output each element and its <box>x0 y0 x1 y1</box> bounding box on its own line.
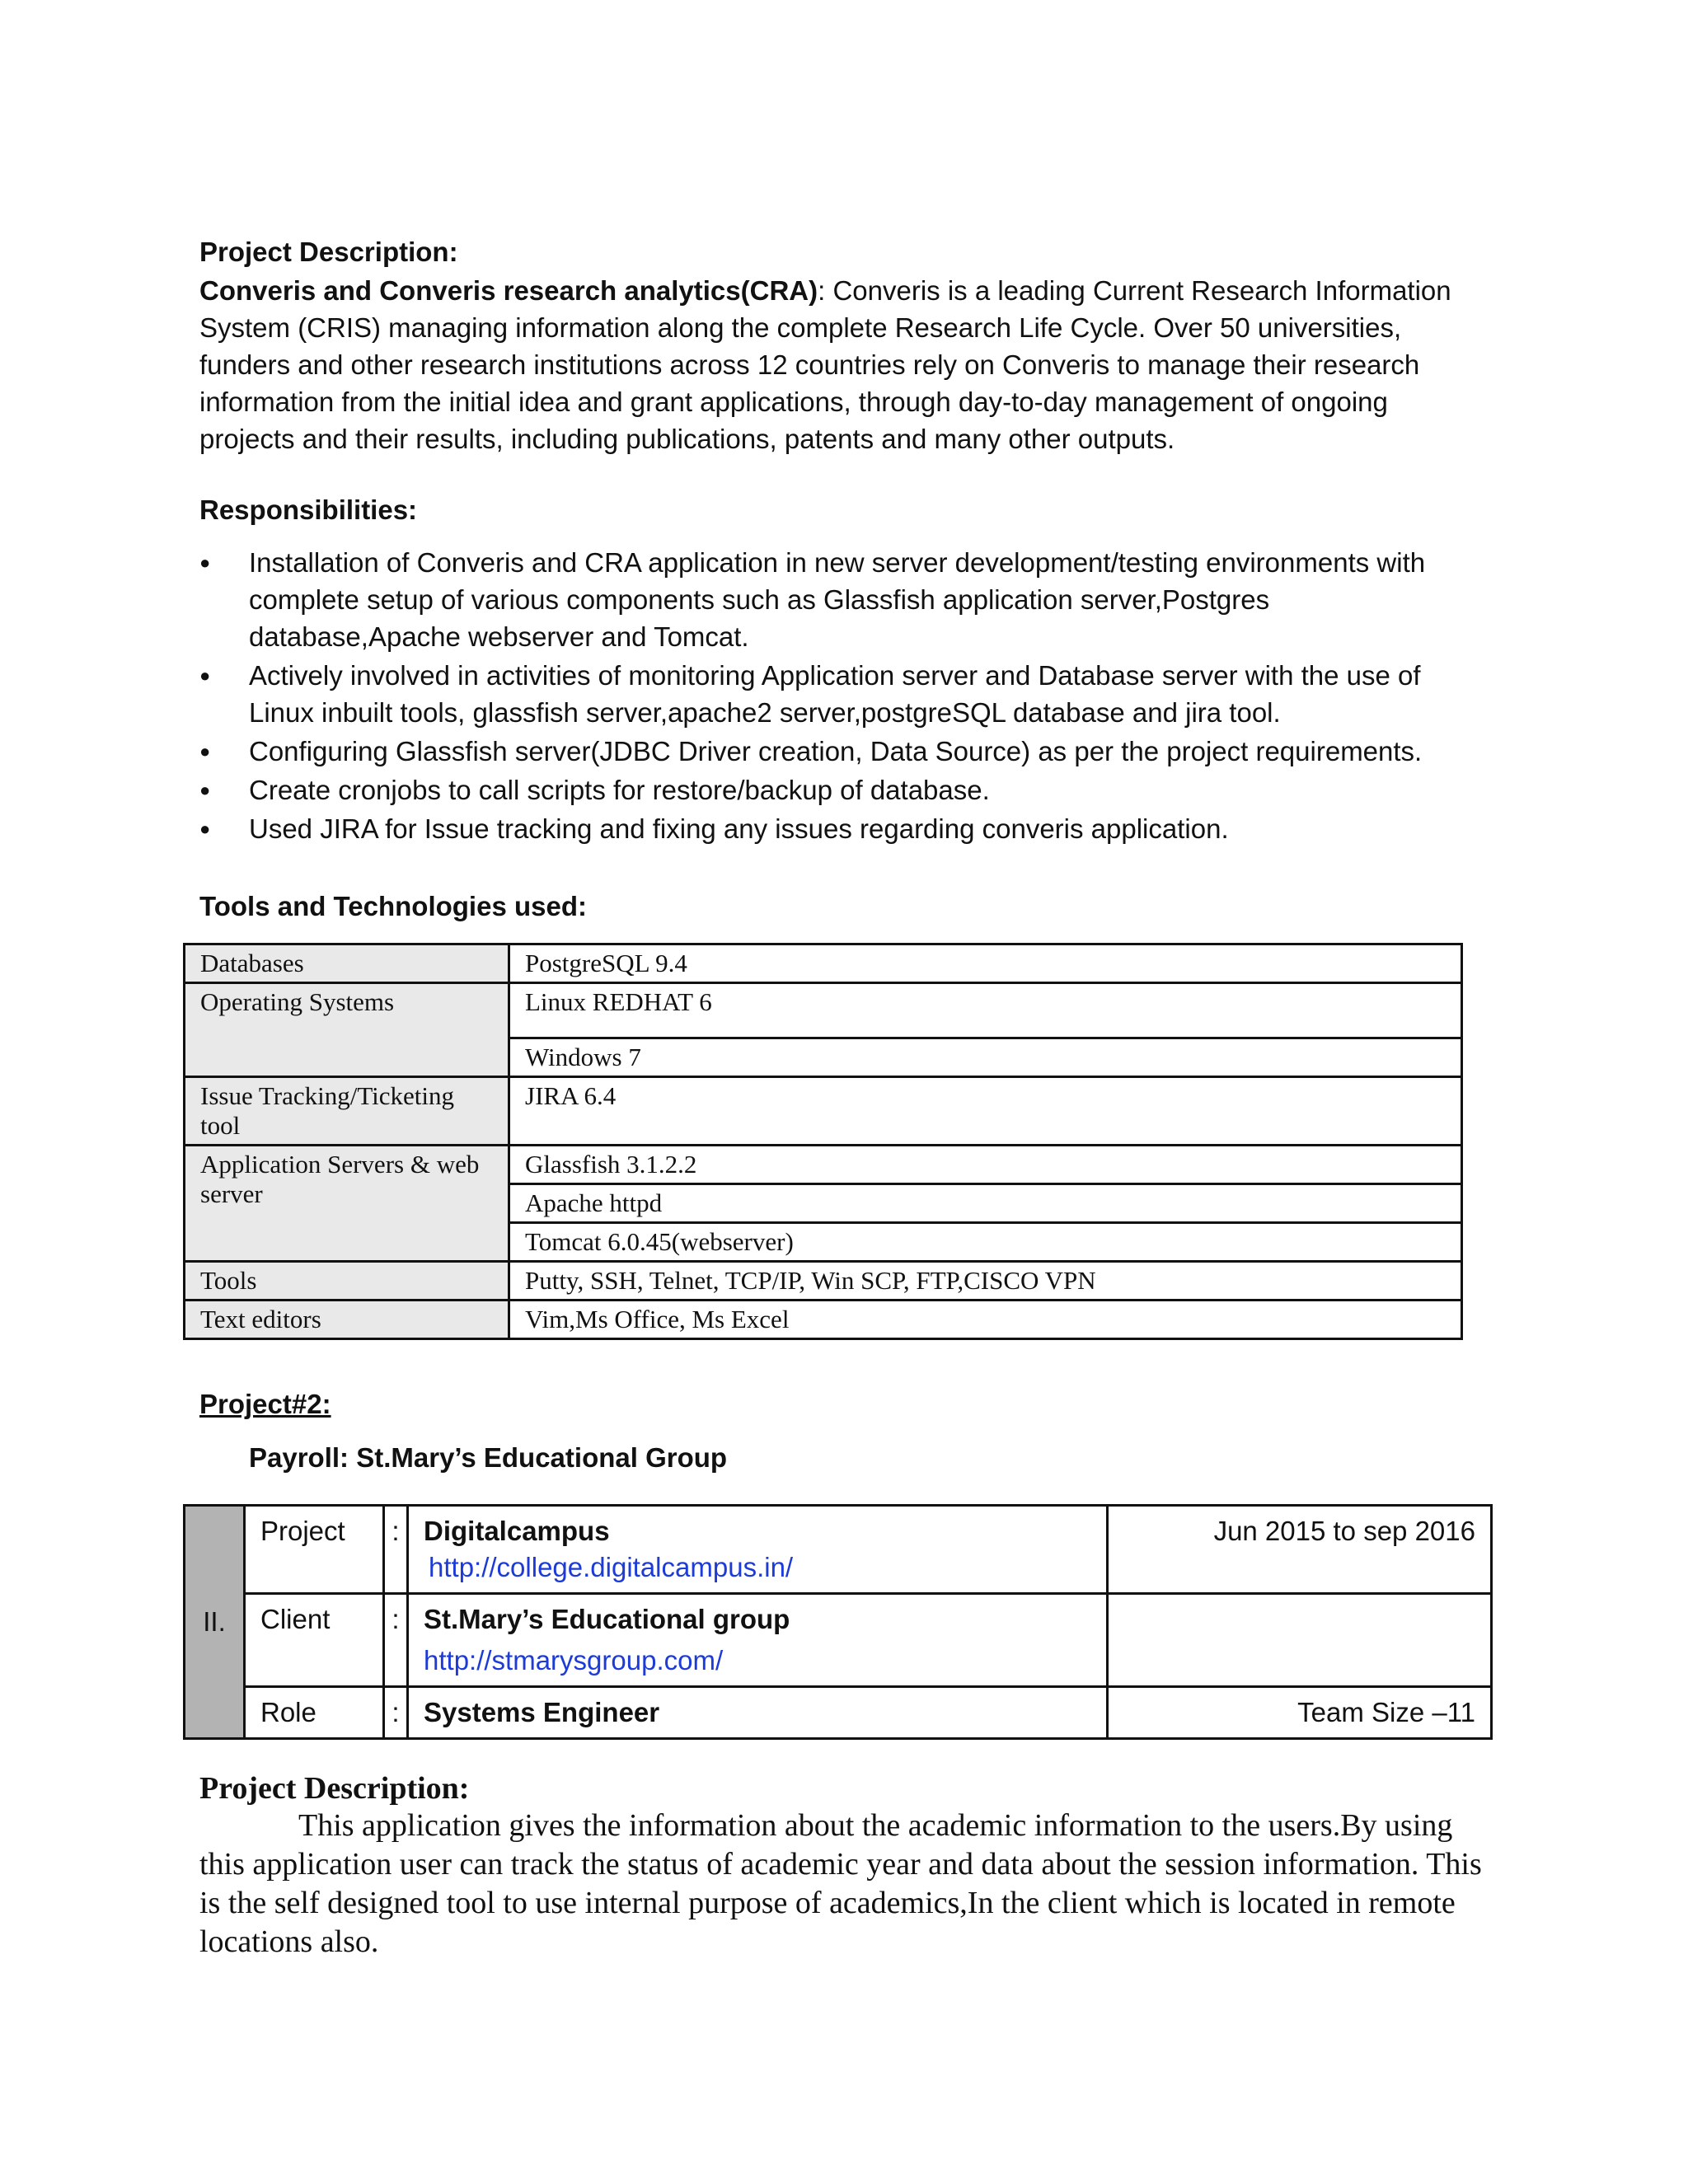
category-cell: Databases <box>185 944 509 983</box>
project-description-heading: Project Description: <box>199 237 458 267</box>
empty-cell <box>1108 1594 1492 1687</box>
colon: : <box>384 1506 408 1594</box>
value-cell: Apache httpd <box>509 1184 1462 1223</box>
value-cell: Tomcat 6.0.45(webserver) <box>509 1223 1462 1262</box>
list-item: ● Configuring Glassfish server(JDBC Driver creation, Data Source) as per the project requirements. <box>199 733 1485 770</box>
value-cell: Linux REDHAT 6 <box>509 983 1462 1038</box>
table-row <box>185 1262 1462 1301</box>
list-item: ● Used JIRA for Issue tracking and fixing any issues regarding converis application. <box>199 810 1485 847</box>
table-row <box>185 944 1462 983</box>
table-row <box>185 983 1462 1038</box>
table-row <box>185 1506 1492 1594</box>
team-size: Team Size –11 <box>1108 1687 1492 1739</box>
client-value-cell <box>408 1594 1108 1687</box>
table-row <box>185 1301 1462 1339</box>
category-cell: Tools <box>185 1262 509 1301</box>
table-row <box>185 1146 1462 1184</box>
list-item: ● Actively involved in activities of monitoring Application server and Database server with the use of Linux inbuilt tools, glassfish server,apache2 server,postgreSQL database and jira tool. <box>199 657 1485 731</box>
project-description-paragraph <box>199 272 1485 457</box>
table-row <box>185 1687 1492 1739</box>
category-cell: Operating Systems <box>185 983 509 1077</box>
value-cell: JIRA 6.4 <box>509 1077 1462 1146</box>
value-cell: PostgreSQL 9.4 <box>509 944 1462 983</box>
product-description: : Converis is a leading Current Research Information System (CRIS) managing information along the complete Research Life Cycle. Over 50 universities, funders and other research institutions across 12 countries rely on Converis to manage their research information from the initial idea and grant applications, through day-to-day management of ongoing projects and their results, including publications, patents and many other outputs. <box>199 275 1451 454</box>
project2-description-heading: Project Description: <box>199 1771 470 1806</box>
role-label: Role <box>245 1687 384 1739</box>
value-cell: Vim,Ms Office, Ms Excel <box>509 1301 1462 1339</box>
project-url-link[interactable]: http://college.digitalcampus.in/ <box>429 1552 794 1582</box>
roman-numeral-cell: II. <box>185 1506 245 1739</box>
product-name: Converis and Converis research analytics(CRA) <box>199 275 818 306</box>
list-item: ● Installation of Converis and CRA application in new server development/testing environments with complete setup of various components such as Glassfish application server,Postgres database,Apache webserver and Tomcat. <box>199 544 1485 655</box>
colon: : <box>384 1594 408 1687</box>
table-row <box>185 1077 1462 1146</box>
project-value-cell <box>408 1506 1108 1594</box>
category-cell: Text editors <box>185 1301 509 1339</box>
responsibilities-list <box>199 544 1485 849</box>
project2-heading: Project#2: <box>199 1389 331 1419</box>
value-cell: Glassfish 3.1.2.2 <box>509 1146 1462 1184</box>
role-name: Systems Engineer <box>408 1687 1108 1739</box>
value-cell: Windows 7 <box>509 1038 1462 1077</box>
project-period: Jun 2015 to sep 2016 <box>1108 1506 1492 1594</box>
tools-heading: Tools and Technologies used: <box>199 891 587 921</box>
table-row <box>185 1594 1492 1687</box>
client-name: St.Mary’s Educational group <box>424 1604 790 1634</box>
list-item: ● Create cronjobs to call scripts for restore/backup of database. <box>199 771 1485 808</box>
tools-table <box>183 943 1463 1340</box>
value-cell: Putty, SSH, Telnet, TCP/IP, Win SCP, FTP,CISCO VPN <box>509 1262 1462 1301</box>
category-cell: Application Servers & web server <box>185 1146 509 1262</box>
colon: : <box>384 1687 408 1739</box>
responsibilities-heading: Responsibilities: <box>199 494 418 525</box>
client-label: Client <box>245 1594 384 1687</box>
project2-description: This application gives the information about the academic information to the users.By using this application user can track the status of academic year and data about the session information. This is the self designed tool to use internal purpose of academics,In the client which is located in remote locations also. <box>199 1808 1482 1959</box>
category-cell: Issue Tracking/Ticketing tool <box>185 1077 509 1146</box>
project2-info-table <box>183 1504 1493 1740</box>
project-name: Digitalcampus <box>424 1516 610 1546</box>
project-label: Project <box>245 1506 384 1594</box>
client-url-link[interactable]: http://stmarysgroup.com/ <box>424 1645 724 1675</box>
payroll-title: Payroll: St.Mary’s Educational Group <box>249 1442 728 1473</box>
